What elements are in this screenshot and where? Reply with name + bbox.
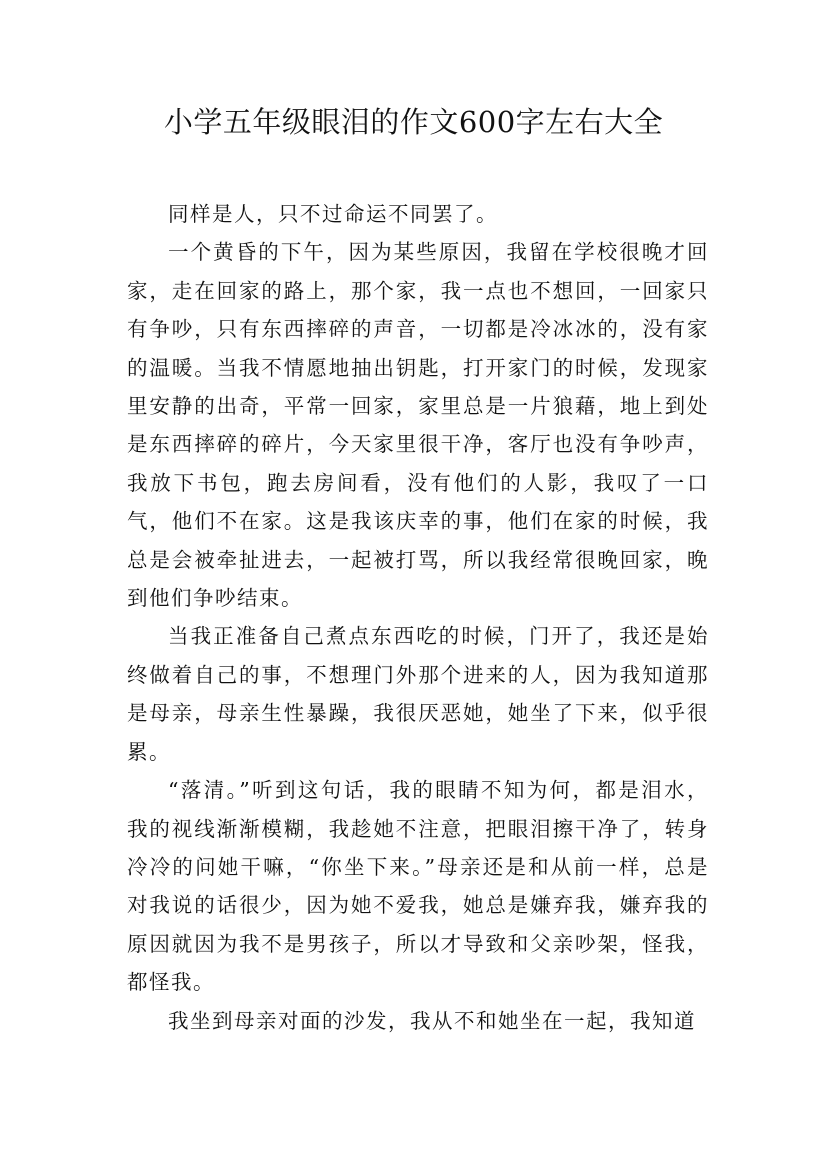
document-title: 小学五年级眼泪的作文600字左右大全 (163, 105, 664, 139)
paragraph-5: 我坐到母亲对面的沙发，我从不和她坐在一起，我知道 (168, 1008, 696, 1033)
document-body (127, 195, 709, 1040)
paragraph-1: 同样是人，只不过命运不同罢了。 (168, 202, 498, 226)
paragraph-4: “落清。”听到这句话，我的眼睛不知为何，都是泪水，我的视线渐渐模糊，我趁她不注意，把眼泪擦干净了，转身冷冷的问她干嘛，“你坐下来。”母亲还是和从前一样，总是对我说的话很少，因为她不爱我，她总是嫌弃我，嫌弃我的原因就因为我不是男孩子，所以才导致和父亲吵架，怪我，都怪我。 (127, 778, 709, 995)
paragraph-3: 当我正准备自己煮点东西吃的时候，门开了，我还是始终做着自己的事，不想理门外那个进来的人，因为我知道那是母亲，母亲生性暴躁，我很厌恶她，她坐了下来，似乎很累。 (127, 624, 709, 764)
paragraph-2: 一个黄昏的下午，因为某些原因，我留在学校很晚才回家，走在回家的路上，那个家，我一点也不想回，一回家只有争吵，只有东西摔碎的声音，一切都是冷冰冰的，没有家的温暖。当我不情愿地抽出钥匙，打开家门的时候，发现家里安静的出奇，平常一回家，家里总是一片狼藉，地上到处是东西摔碎的碎片，今天家里很干净，客厅也没有争吵声，我放下书包，跑去房间看，没有他们的人影，我叹了一口气，他们不在家。这是我该庆幸的事，他们在家的时候，我总是会被牵扯进去，一起被打骂，所以我经常很晚回家，晚到他们争吵结束。 (127, 240, 709, 611)
